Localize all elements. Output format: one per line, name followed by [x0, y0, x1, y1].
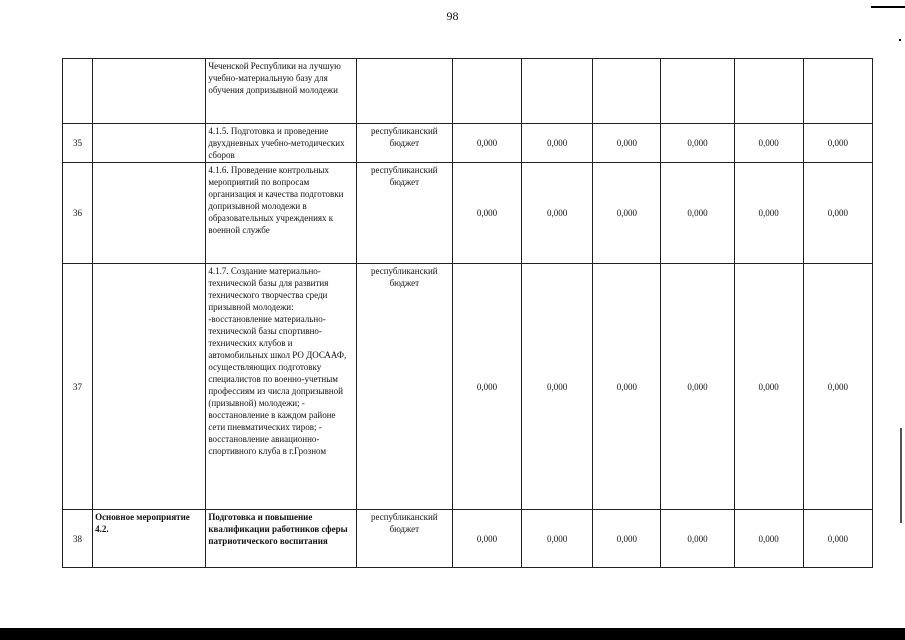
scan-edge-mark	[871, 6, 905, 8]
value-cell: 0,000	[452, 510, 521, 568]
scan-speck	[899, 39, 901, 41]
scan-side-line	[900, 428, 902, 523]
table-row	[63, 124, 873, 163]
row-number: 38	[63, 510, 93, 568]
activity-cell: 4.1.6. Проведение контрольных мероприятий по вопросам организация и качества подготовки допризывной молодежи в образовательных учреждениях к военной службе	[206, 163, 356, 264]
value-cell: 0,000	[734, 163, 803, 264]
value-cell	[734, 59, 803, 124]
value-cell	[452, 59, 521, 124]
table-row	[63, 510, 873, 568]
program-cell	[93, 59, 206, 124]
value-cell: 0,000	[661, 163, 734, 264]
value-cell: 0,000	[661, 124, 734, 163]
activity-cell: 4.1.7. Создание материально-технической базы для развития технического творчества среди призывной молодежи: -восстановление материально-технической базы спортивно-технических клубов и автомобильных школ РО ДОСААФ, осуществляющих подготовку специалистов по военно-учетным профессиям из числа допризывной (призывной) молодежи; - восстановление в каждом районе сети пневматических тиров; - восстановление авиационно-спортивного клуба в г.Грозном	[206, 264, 356, 510]
value-cell: 0,000	[593, 163, 661, 264]
value-cell: 0,000	[452, 163, 521, 264]
activity-cell: Чеченской Республики на лучшую учебно-материальную базу для обучения допризывной молодежи	[206, 59, 356, 124]
funding-source-cell: республиканский бюджет	[356, 163, 452, 264]
row-number: 35	[63, 124, 93, 163]
value-cell: 0,000	[522, 510, 593, 568]
row-number	[63, 59, 93, 124]
value-cell: 0,000	[803, 264, 872, 510]
value-cell: 0,000	[522, 264, 593, 510]
program-cell	[93, 124, 206, 163]
value-cell: 0,000	[593, 264, 661, 510]
budget-table	[62, 58, 873, 568]
value-cell: 0,000	[593, 510, 661, 568]
program-cell: Основное мероприятие 4.2.	[93, 510, 206, 568]
funding-source-cell: республиканский бюджет	[356, 124, 452, 163]
value-cell: 0,000	[661, 510, 734, 568]
value-cell: 0,000	[452, 124, 521, 163]
value-cell: 0,000	[803, 124, 872, 163]
funding-source-cell: республиканский бюджет	[356, 264, 452, 510]
program-cell	[93, 163, 206, 264]
value-cell	[661, 59, 734, 124]
table-row	[63, 264, 873, 510]
table-row	[63, 59, 873, 124]
value-cell	[803, 59, 872, 124]
value-cell: 0,000	[734, 124, 803, 163]
value-cell: 0,000	[452, 264, 521, 510]
program-cell	[93, 264, 206, 510]
value-cell	[522, 59, 593, 124]
value-cell	[593, 59, 661, 124]
funding-source-cell	[356, 59, 452, 124]
value-cell: 0,000	[734, 264, 803, 510]
value-cell: 0,000	[734, 510, 803, 568]
value-cell: 0,000	[522, 163, 593, 264]
scan-bottom-edge	[0, 628, 905, 640]
value-cell: 0,000	[522, 124, 593, 163]
value-cell: 0,000	[803, 510, 872, 568]
value-cell: 0,000	[803, 163, 872, 264]
funding-source-cell: республиканский бюджет	[356, 510, 452, 568]
table-row	[63, 163, 873, 264]
activity-cell: Подготовка и повышение квалификации работников сферы патриотического воспитания	[206, 510, 356, 568]
row-number: 37	[63, 264, 93, 510]
value-cell: 0,000	[661, 264, 734, 510]
row-number: 36	[63, 163, 93, 264]
activity-cell: 4.1.5. Подготовка и проведение двухдневных учебно-методических сборов	[206, 124, 356, 163]
page-number: 98	[446, 9, 459, 23]
value-cell: 0,000	[593, 124, 661, 163]
